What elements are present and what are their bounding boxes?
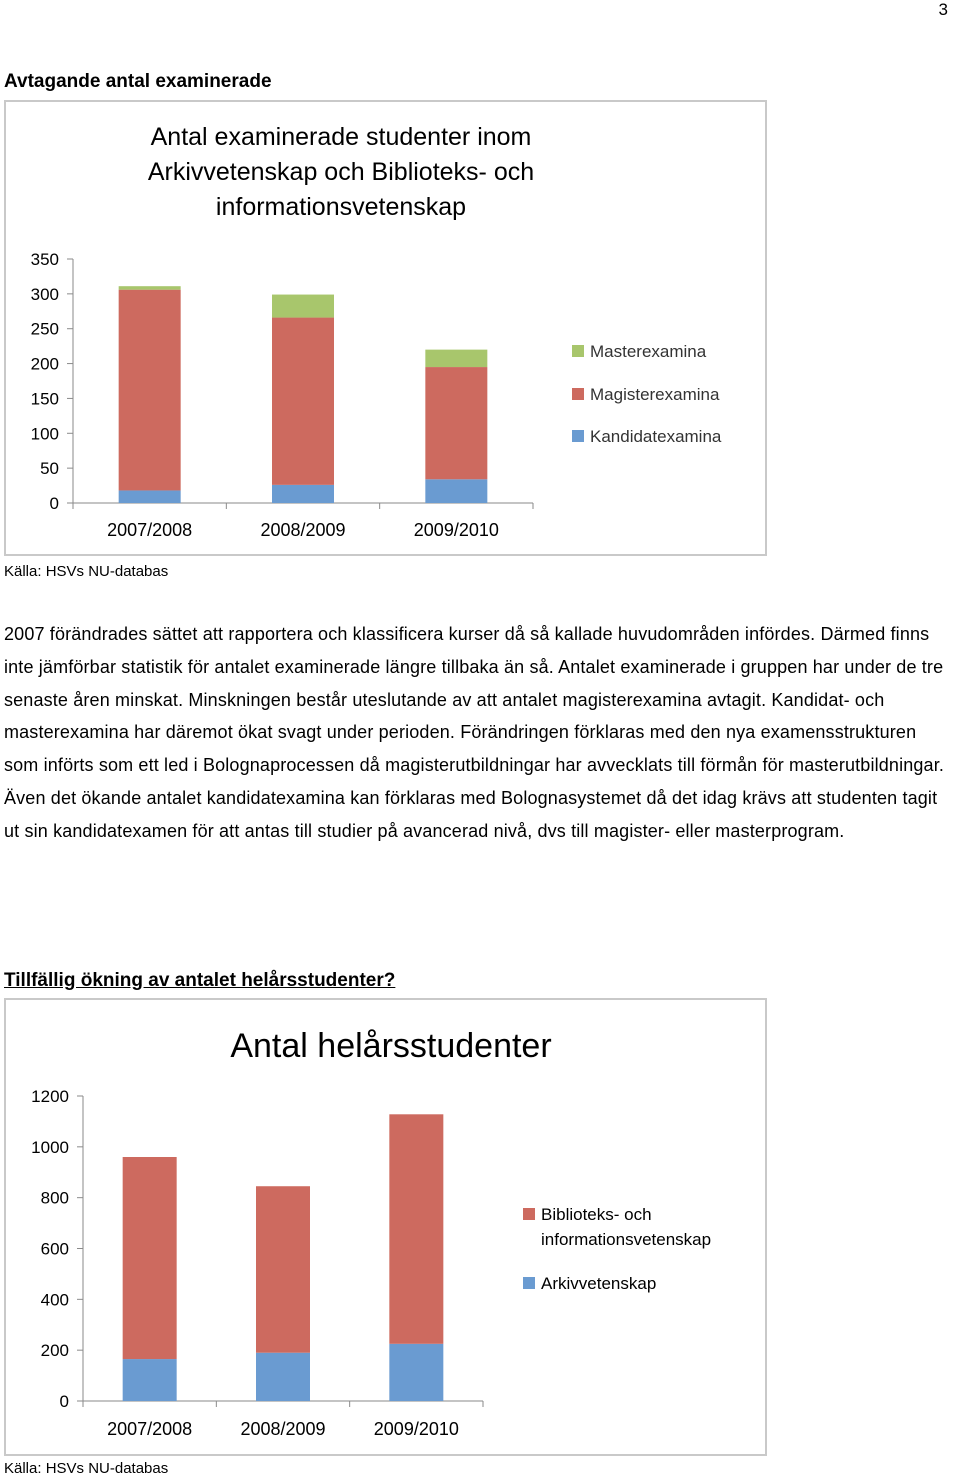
y-tick-label: 250 xyxy=(30,319,59,339)
bar-segment xyxy=(256,1353,310,1401)
x-category-label: 2009/2010 xyxy=(373,1419,459,1439)
legend-label: informationsvetenskap xyxy=(541,1230,712,1249)
legend-swatch xyxy=(523,1208,535,1220)
section-heading-helarsstudenter: Tillfällig ökning av antalet helårsstudenter? xyxy=(4,970,396,991)
y-tick-label: 800 xyxy=(40,1188,69,1208)
chart-title-line-3: informationsvetenskap xyxy=(215,193,467,221)
x-category-label: 2009/2010 xyxy=(413,520,499,540)
chart-helarsstudenter-source: Källa: HSVs NU-databas xyxy=(4,1460,169,1477)
bar-segment xyxy=(389,1344,443,1401)
chart-examinerade-source: Källa: HSVs NU-databas xyxy=(4,563,169,580)
y-tick-label: 100 xyxy=(30,424,59,444)
y-tick-label: 200 xyxy=(30,354,59,374)
y-tick-label: 400 xyxy=(40,1290,69,1310)
y-tick-label: 1000 xyxy=(31,1137,69,1157)
y-tick-label: 300 xyxy=(30,284,59,304)
legend-label: Arkivvetenskap xyxy=(541,1274,657,1293)
body-paragraph: 2007 förändrades sättet att rapportera och klassificera kurser då så kallade huvudområden infördes. Därmed finns inte jämförbar statistik för antalet examinerade längre tillbaka än så. Antalet examinerade i gruppen har under de tre senaste åren minskat. Minskningen består uteslutande av att antalet magisterexamina avtagit. Kandidat- och masterexamina har däremot ökat svagt under perioden. Förändringen förklaras med den nya examensstrukturen som införts som ett led i Bolognaprocessen då magisterutbildningar har avvecklats till förmån för masterutbildningar. Även det ökande antalet kandidatexamina kan förklaras med Bolognasystemet då det idag krävs att studenten tagit ut sin kandidatexamen för att antas till studier på avancerad nivå, dvs till magister- eller masterprogram. xyxy=(4,624,944,841)
x-category-label: 2008/2009 xyxy=(260,520,346,540)
y-tick-label: 600 xyxy=(40,1239,69,1259)
chart-title-line-2: Arkivvetenskap och Biblioteks- och xyxy=(147,158,535,186)
bar-segment xyxy=(389,1114,443,1344)
y-tick-label: 0 xyxy=(59,1392,69,1411)
bar-segment xyxy=(123,1157,177,1359)
legend-label: Kandidatexamina xyxy=(590,427,722,446)
x-category-label: 2008/2009 xyxy=(240,1419,326,1439)
bar-segment xyxy=(256,1186,310,1352)
legend-label: Magisterexamina xyxy=(590,385,720,404)
page-number: 3 xyxy=(938,0,948,19)
y-tick-label: 150 xyxy=(30,389,59,409)
y-tick-label: 200 xyxy=(40,1341,69,1361)
x-category-label: 2007/2008 xyxy=(107,520,193,540)
legend-label: Biblioteks- och xyxy=(541,1205,652,1224)
y-tick-label: 350 xyxy=(30,250,59,269)
y-tick-label: 1200 xyxy=(31,1087,69,1106)
bar-segment xyxy=(123,1359,177,1401)
legend-swatch xyxy=(523,1277,535,1289)
x-category-label: 2007/2008 xyxy=(107,1419,193,1439)
y-tick-label: 50 xyxy=(40,459,59,479)
section-heading-examinerade: Avtagande antal examinerade xyxy=(4,71,272,92)
chart-helarsstudenter-title: Antal helårsstudenter xyxy=(230,1027,552,1065)
legend-label: Masterexamina xyxy=(590,342,707,361)
chart-title-line-1: Antal examinerade studenter inom xyxy=(150,123,532,151)
y-tick-label: 0 xyxy=(49,494,59,513)
